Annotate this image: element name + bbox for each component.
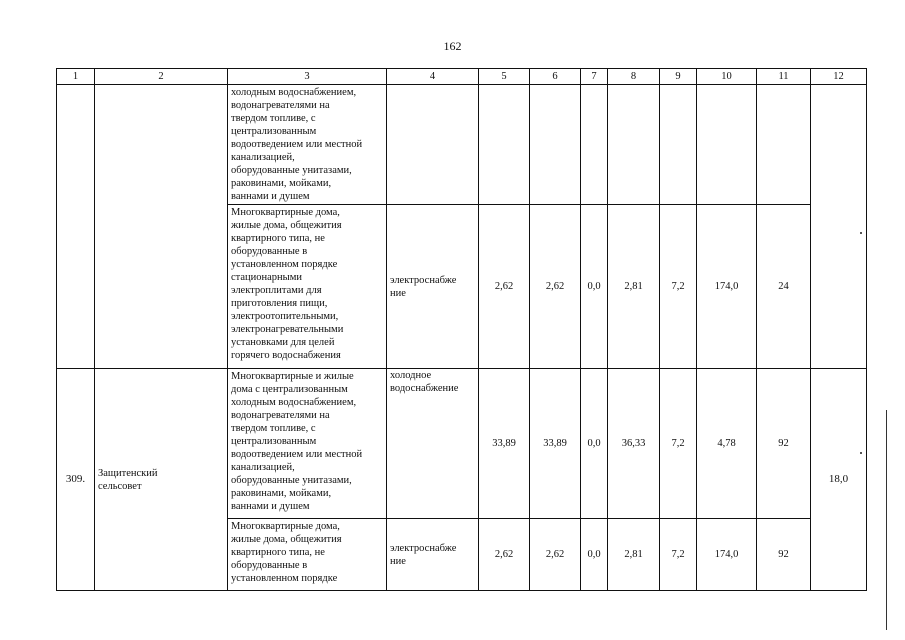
cell-col-11: 24 [757, 205, 811, 369]
cell-description: холодным водоснабжением, водонагревателями на твердом топливе, с централизованным водоотведением или местной канализацией, оборудованные унитазами, раковинами, мойками, ваннами и душем [228, 85, 387, 205]
header-col-1: 1 [57, 69, 95, 85]
scan-speck [860, 452, 862, 454]
table-row [57, 369, 867, 519]
cell-col-5 [479, 85, 530, 205]
cell-col-6: 2,62 [530, 205, 581, 369]
header-col-3: 3 [228, 69, 387, 85]
header-col-5: 5 [479, 69, 530, 85]
cell-col-11 [757, 85, 811, 205]
page-number: 162 [443, 39, 462, 53]
header-col-4: 4 [387, 69, 479, 85]
cell-col-5: 2,62 [479, 519, 530, 591]
scan-edge-line [886, 410, 887, 630]
header-col-7: 7 [581, 69, 608, 85]
cell-col-11: 92 [757, 369, 811, 519]
cell-col-8 [608, 85, 660, 205]
header-col-9: 9 [660, 69, 697, 85]
header-col-12: 12 [811, 69, 867, 85]
cell-col-8: 2,81 [608, 205, 660, 369]
header-col-11: 11 [757, 69, 811, 85]
cell-settlement-name: Защитенский сельсовет [95, 369, 228, 591]
cell-col-12-value: 18,0 [811, 369, 867, 591]
cell-col-7: 0,0 [581, 519, 608, 591]
cell-col-9: 7,2 [660, 369, 697, 519]
cell-col-6: 33,89 [530, 369, 581, 519]
cell-col-6 [530, 85, 581, 205]
cell-service: электроснабже ние [387, 519, 479, 591]
cell-description: Многоквартирные дома, жилые дома, общежития квартирного типа, не оборудованные в установленном порядке стационарными электроплитами для приготовления пищи, электроотопительными, электронагревательными установками для целей горячего водоснабжения [228, 205, 387, 369]
header-col-10: 10 [697, 69, 757, 85]
cell-col-10: 174,0 [697, 205, 757, 369]
cell-col-8: 36,33 [608, 369, 660, 519]
cell-description: Многоквартирные дома, жилые дома, общежития квартирного типа, не оборудованные в установленном порядке [228, 519, 387, 591]
cell-service: электроснабже ние [387, 205, 479, 369]
cell-col-9: 7,2 [660, 519, 697, 591]
cell-description: Многоквартирные и жилые дома с централизованным холодным водоснабжением, водонагревателями на твердом топливе, с централизованным водоотведением или местной канализацией, оборудованные унитазами, раковинами, мойками, ваннами и душем [228, 369, 387, 519]
tariff-table [56, 68, 867, 591]
header-row [57, 69, 867, 85]
cell-col-10 [697, 85, 757, 205]
cell-col-9: 7,2 [660, 205, 697, 369]
cell-col-9 [660, 85, 697, 205]
header-col-8: 8 [608, 69, 660, 85]
cell-col-5: 2,62 [479, 205, 530, 369]
cell-row-number-prev [57, 85, 95, 369]
cell-service [387, 85, 479, 205]
cell-col-5: 33,89 [479, 369, 530, 519]
cell-col-6: 2,62 [530, 519, 581, 591]
cell-col-12-prev [811, 85, 867, 369]
table-row [57, 85, 867, 205]
cell-col-7: 0,0 [581, 369, 608, 519]
cell-col-10: 174,0 [697, 519, 757, 591]
scan-speck [860, 232, 862, 234]
cell-col-7 [581, 85, 608, 205]
cell-col-11: 92 [757, 519, 811, 591]
cell-col-7: 0,0 [581, 205, 608, 369]
header-col-2: 2 [95, 69, 228, 85]
cell-col-8: 2,81 [608, 519, 660, 591]
cell-settlement-prev [95, 85, 228, 369]
cell-col-10: 4,78 [697, 369, 757, 519]
cell-row-number: 309. [57, 369, 95, 591]
cell-service: холодное водоснабжение [387, 369, 479, 519]
header-col-6: 6 [530, 69, 581, 85]
